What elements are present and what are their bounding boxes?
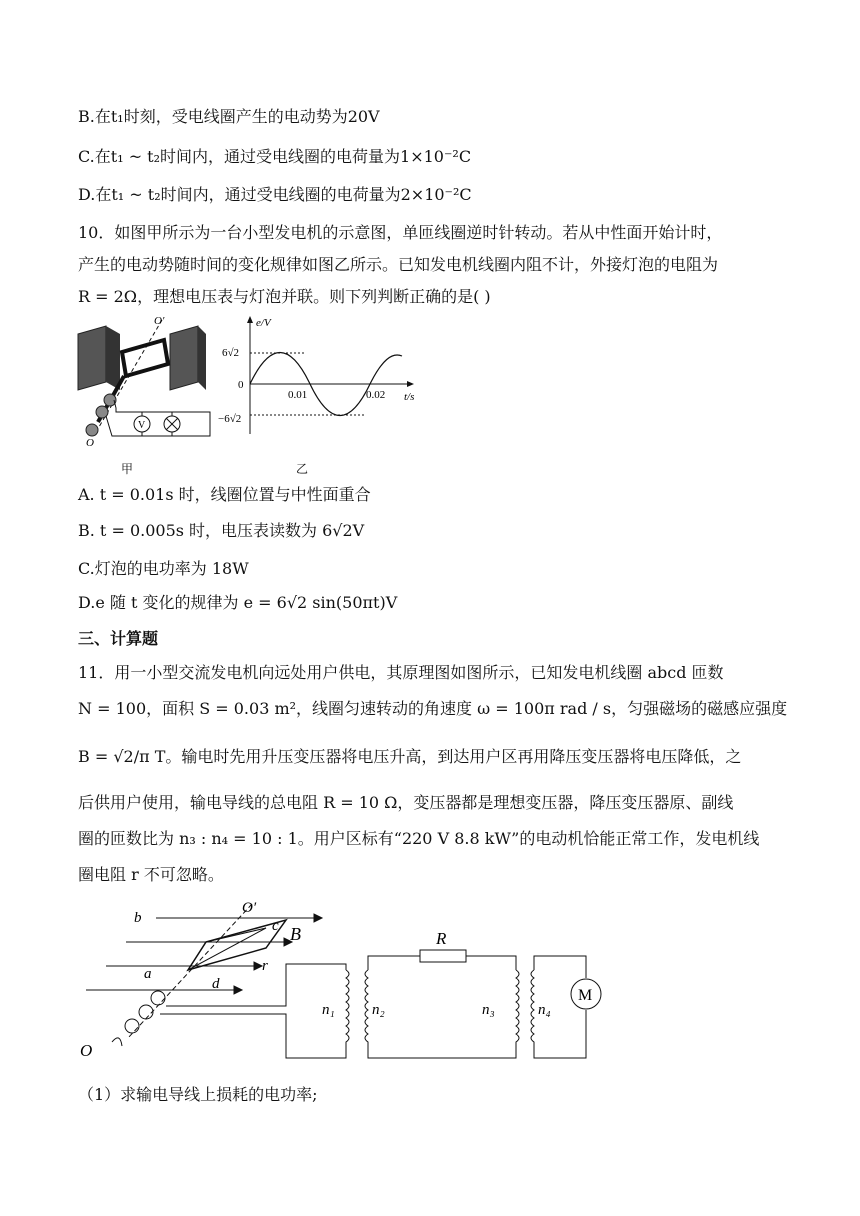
axis-label-o: O [86,437,94,449]
label-n1: n₁ [322,1002,335,1018]
emf-graph [216,312,426,442]
q11-stem-line1: 11．用一小型交流发电机向远处用户供电，其原理图如图所示，已知发电机线圈 abcd 匝数 [78,663,724,682]
option-b-q10: B. t = 0.005s 时，电压表读数为 6√2V [78,521,365,540]
label-o1: O′ [242,900,257,916]
y-tick-bottom: −6√2 [218,413,242,425]
label-r: r [262,958,268,974]
transmission-circuit-diagram [76,898,616,1068]
y-tick-zero: 0 [238,379,244,391]
option-c-q9: C.在t₁ ~ t₂时间内，通过受电线圈的电荷量为1×10⁻²C [78,147,472,166]
caption-jia: 甲 [121,462,134,476]
q11-stem-line4: 后供用户使用，输电导线的总电阻 R = 10 Ω，变压器都是理想变压器，降压变压器原、副线 [78,793,734,812]
option-c-q10: C.灯泡的电功率为 18W [78,559,249,578]
q10-stem-line3: R = 2Ω，理想电压表与灯泡并联。则下列判断正确的是( ) [78,287,491,306]
q11-stem-line2: N = 100，面积 S = 0.03 m²，线圈匀速转动的角速度 ω = 100π rad / s，匀强磁场的磁感应强度 [78,699,788,718]
option-d-q10: D.e 随 t 变化的规律为 e = 6√2 sin(50πt)V [78,593,398,612]
x-tick-002: 0.02 [366,389,386,401]
label-field-b: B [290,924,301,944]
caption-yi: 乙 [296,462,309,476]
svg-text:V: V [138,420,146,431]
label-M: M [578,987,593,1004]
line-resistor [420,950,466,962]
q11-stem-line6: 圈电阻 r 不可忽略。 [78,865,224,884]
q11-stem-line3: B = √2/π T。输电时先用升压变压器将电压升高，到达用户区再用降压变压器将电压降低，之 [78,747,742,766]
label-d: d [212,976,220,992]
section-heading: 三、计算题 [78,629,159,648]
x-tick-001: 0.01 [288,389,308,401]
option-b-q9: B.在t₁时刻，受电线圈产生的电动势为20V [78,107,380,126]
x-axis-label: t/s [404,391,415,403]
label-R: R [436,929,447,948]
label-n3: n₃ [482,1002,495,1018]
q11-subquestion-1: （1）求输电导线上损耗的电功率; [78,1085,318,1104]
label-o: O [80,1041,93,1060]
axis-label-o1: O′ [154,315,165,327]
y-tick-top: 6√2 [222,347,240,359]
label-a: a [144,966,152,982]
label-c: c [272,918,279,934]
label-n4: n₄ [538,1002,551,1018]
y-axis-label: e/V [256,317,271,329]
generator-figure [76,312,216,452]
option-a-q10: A. t = 0.01s 时，线圈位置与中性面重合 [78,485,371,504]
q11-stem-line5: 圈的匝数比为 n₃ : n₄ = 10 : 1。用户区标有“220 V 8.8 kW”的电动机恰能正常工作，发电机线 [78,829,760,848]
label-b: b [134,910,142,926]
q10-stem-line1: 10．如图甲所示为一台小型发电机的示意图，单匝线圈逆时针转动。若从中性面开始计时， [78,223,723,242]
q10-stem-line2: 产生的电动势随时间的变化规律如图乙所示。已知发电机线圈内阻不计，外接灯泡的电阻为 [78,255,719,274]
label-n2: n₂ [372,1002,385,1018]
option-d-q9: D.在t₁ ~ t₂时间内，通过受电线圈的电荷量为2×10⁻²C [78,185,472,204]
